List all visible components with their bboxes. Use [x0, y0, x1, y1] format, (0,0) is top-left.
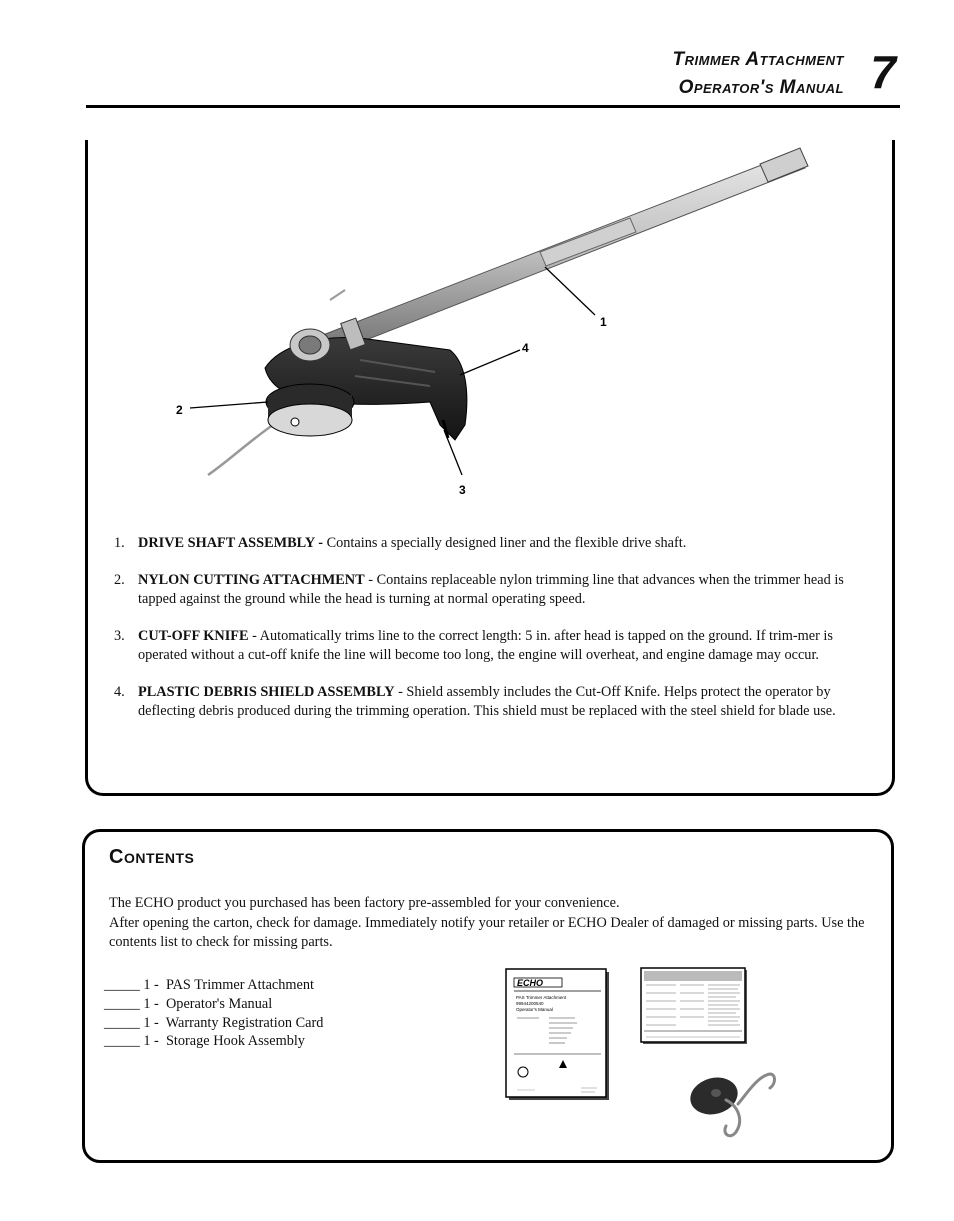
parts-list-item — [114, 534, 878, 553]
item-description: Contains a specially designed liner and the flexible drive shaft. — [323, 535, 687, 551]
check-blank: _____ — [104, 1033, 140, 1050]
operators-manual-image — [505, 968, 611, 1102]
check-blank: _____ — [104, 1014, 140, 1031]
callout-leader-4 — [460, 350, 520, 375]
callout-1: 1 — [600, 315, 607, 329]
parts-list-item — [114, 683, 878, 721]
item-description: - Automatically trims line to the correct length: 5 in. after head is tapped on the ground. If trim-mer is operated without a cut-off knife the line will become too long, the engine will overheat, and engine damage may occur. — [138, 628, 833, 663]
page-number: 7 — [870, 46, 896, 98]
contents-title: Contents — [109, 846, 195, 868]
parts-list — [114, 534, 878, 739]
item-label: Storage Hook Assembly — [165, 1033, 305, 1050]
intro-line-2: After opening the carton, check for damage. Immediately notify your retailer or ECHO Dealer of damaged or missing parts. Use the contents list to check for missing parts. — [109, 914, 865, 950]
item-description: - Contains replaceable nylon trimming line that advances when the trimmer head is tapped against the ground while the head is turning at normal operating speed. — [138, 572, 844, 607]
item-description: - Shield assembly includes the Cut-Off Knife. Helps protect the operator by deflecting debris produced during the trimming operation. This shield must be replaced with the steel shield for blade use. — [138, 684, 836, 719]
item-number: 2. — [114, 572, 125, 588]
check-blank: _____ — [104, 977, 140, 993]
item-qty: 1 - — [143, 995, 159, 1012]
trimmer-head — [266, 384, 354, 436]
item-number: 4. — [114, 684, 125, 700]
item-name: NYLON CUTTING ATTACHMENT — [138, 572, 365, 588]
item-label: Warranty Registration Card — [165, 1014, 324, 1031]
callout-3: 3 — [459, 483, 466, 497]
parts-list-item — [114, 571, 878, 609]
warranty-card-image — [640, 967, 748, 1045]
header-rule — [86, 105, 900, 108]
item-qty: 1 - — [143, 1033, 159, 1050]
manual-logo: ECHO — [517, 978, 544, 988]
item-qty: 1 - — [143, 1014, 159, 1031]
item-name: PLASTIC DEBRIS SHIELD ASSEMBLY — [138, 684, 395, 700]
item-number: 3. — [114, 628, 125, 644]
callout-leader-1 — [545, 267, 595, 315]
drive-shaft — [310, 148, 808, 358]
manual-title: PAS Trimmer Attachment — [516, 995, 567, 1000]
callout-2: 2 — [176, 403, 183, 417]
checklist-item — [104, 1014, 323, 1033]
contents-checklist — [104, 976, 323, 1051]
checklist-item — [104, 976, 323, 995]
contents-intro — [109, 894, 869, 953]
item-number: 1. — [114, 535, 125, 551]
trimmer-illustration — [160, 140, 840, 510]
callout-4: 4 — [522, 341, 529, 355]
nylon-line — [208, 420, 280, 475]
item-qty: 1 - — [143, 977, 159, 993]
manual-part-number: 99944200540 — [516, 1001, 544, 1006]
storage-hook-image — [686, 1064, 778, 1144]
item-name: CUT-OFF KNIFE — [138, 628, 249, 644]
check-blank: _____ — [104, 995, 140, 1012]
header-title-line1: Trimmer Attachment — [672, 49, 844, 70]
page-header — [672, 46, 844, 102]
header-title-line2: Operator's Manual — [678, 77, 844, 98]
intro-line-1: The ECHO product you purchased has been factory pre-assembled for your convenience. — [109, 895, 620, 911]
item-label: Operator's Manual — [165, 995, 273, 1012]
item-name: DRIVE SHAFT ASSEMBLY - — [138, 535, 323, 551]
item-label: PAS Trimmer Attachment — [165, 977, 314, 993]
manual-subtitle: Operator's Manual — [516, 1007, 553, 1012]
parts-list-item — [114, 627, 878, 665]
callout-leader-2 — [190, 402, 268, 408]
checklist-item — [104, 995, 323, 1014]
checklist-item — [104, 1032, 323, 1051]
